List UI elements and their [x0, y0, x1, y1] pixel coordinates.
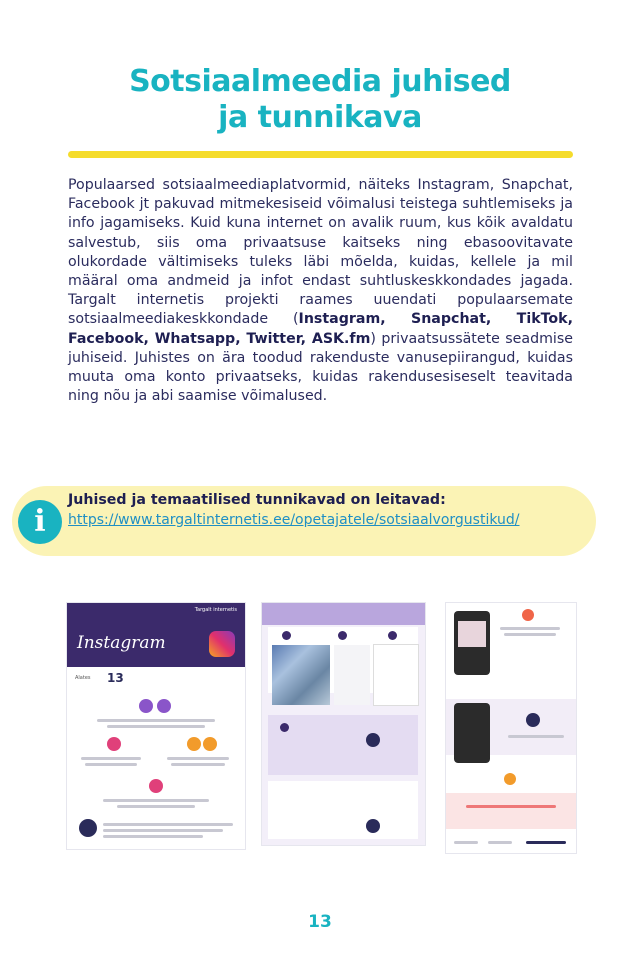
logo [488, 841, 512, 844]
warning-icon [203, 737, 217, 751]
instagram-icon [209, 631, 235, 657]
person-icon [526, 713, 540, 727]
text-line [103, 823, 233, 826]
intro-text-part-2: ) privaatsussätete seadmise juhiseid. Juhistes on ära toodud rakenduste vanusepiirangud, kuidas muuta oma konto privaatseks, kuidas rakendusesiseselt teavitada ning nõu ja abi saamise võimalused. [68, 330, 573, 405]
text-line [466, 805, 556, 808]
text-line [103, 799, 209, 802]
logo [454, 841, 478, 844]
age-label: Alates [75, 675, 91, 681]
intro-paragraph [68, 176, 573, 406]
photo-grid [272, 645, 330, 705]
text-line [504, 633, 556, 636]
text-line [103, 835, 203, 838]
lesson-plan-thumbnail[interactable] [262, 603, 425, 845]
text-line [508, 735, 564, 738]
title-divider [68, 151, 573, 158]
intro-text-part-1: Populaarsed sotsiaalmeediaplatvormid, näiteks Instagram, Snapchat, Facebook jt pakuvad mitmekesiseid võimalusi teistega suhtlemiseks ja info jagamiseks. Kuid kuna internet on avalik ruum, kus kõik avaldatu salvestub, siis oma privaatsuse kaitseks ning ebasoovitavate olukordade vältimiseks tuleks läbi mõelda, kuidas, kellele ja mil määral oma andmeid ja infot endast suhtluskeskkondades jagada. Targalt internetis projekti raames uuendati populaarsemate sotsiaalmeediakeskkondade ( [68, 177, 573, 328]
person-icon [366, 733, 380, 747]
step-icon [522, 609, 534, 621]
page-title [0, 64, 640, 136]
screenshot [374, 645, 418, 705]
screenshot [334, 645, 370, 705]
resources-link[interactable]: https://www.targaltinternetis.ee/opetajatele/sotsiaalvorgustikud/ [68, 512, 520, 528]
age-value: 13 [107, 671, 124, 685]
lock-icon [157, 699, 171, 713]
alert-icon [107, 737, 121, 751]
thumbnail-brand: Targalt internetis [194, 607, 237, 613]
person-icon [366, 819, 380, 833]
person-icon [79, 819, 97, 837]
info-box-title: Juhised ja temaatilised tunnikavad on leitavad: [68, 492, 446, 508]
app-settings-thumbnail[interactable] [446, 603, 576, 853]
lesson-plan-header [262, 603, 425, 625]
text-line [107, 725, 205, 728]
instagram-guide-thumbnail[interactable] [67, 603, 245, 849]
text-line [117, 805, 195, 808]
text-line [171, 763, 225, 766]
page-title-line-2: ja tunnikava [218, 100, 422, 135]
text-line [81, 757, 141, 760]
panel [268, 715, 418, 775]
text-line [103, 829, 223, 832]
info-icon: i [18, 500, 62, 544]
text-line [85, 763, 137, 766]
panel [446, 793, 576, 829]
warning-icon [504, 773, 516, 785]
panel [268, 781, 418, 839]
text-line [167, 757, 229, 760]
report-icon [149, 779, 163, 793]
page-number: 13 [308, 912, 332, 932]
phone-screen [458, 621, 486, 647]
platform-list: Instagram, Snapchat, TikTok, Facebook, Whatsapp, Twitter, ASK.fm [68, 311, 573, 347]
step-icon [388, 631, 397, 640]
step-icon [282, 631, 291, 640]
step-icon [280, 723, 289, 732]
text-line [500, 627, 560, 630]
phone-screenshot [454, 703, 490, 763]
text-line [97, 719, 215, 722]
settings-icon [139, 699, 153, 713]
logo [526, 841, 566, 844]
warning-icon [187, 737, 201, 751]
step-icon [338, 631, 347, 640]
page-title-line-1: Sotsiaalmeedia juhised [129, 64, 511, 99]
instagram-logo-text: Instagram [77, 633, 166, 653]
